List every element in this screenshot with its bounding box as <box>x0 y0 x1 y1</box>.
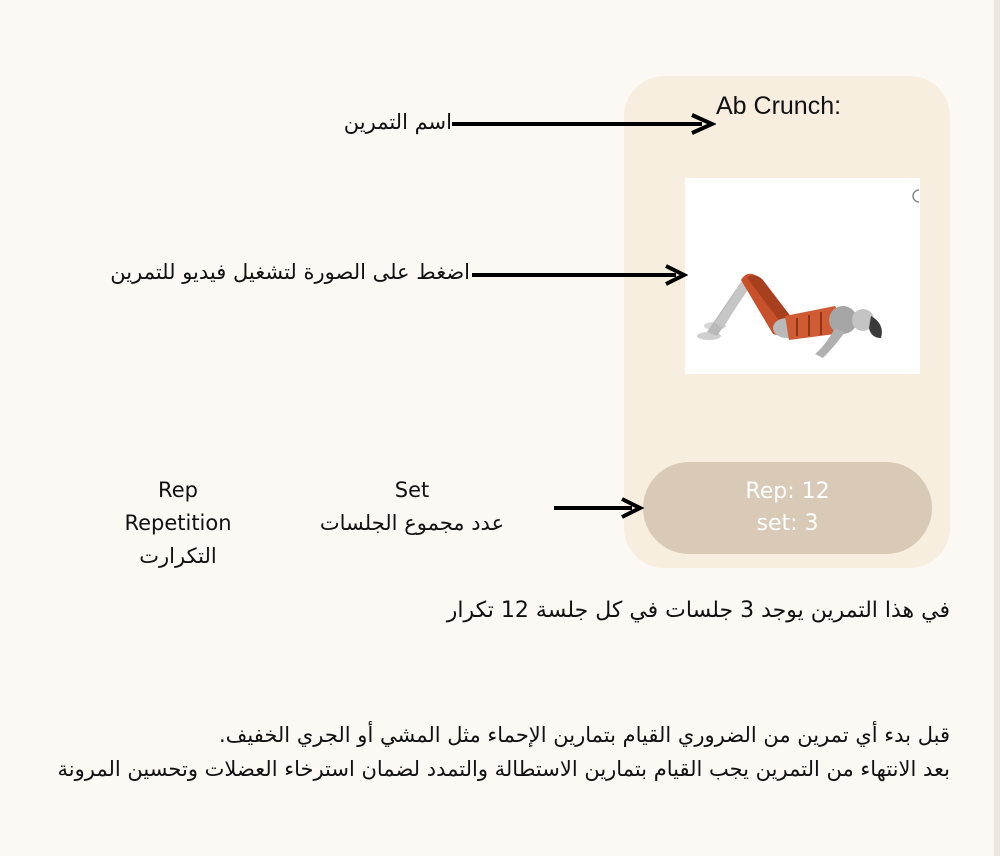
summary-text: في هذا التمرين يوجد 3 جلسات في كل جلسة 12 تكرار <box>446 598 950 623</box>
instructions-line-2: بعد الانتهاء من التمرين يجب القيام بتمارين الاستطالة والتمدد لضمان استرخاء العضلات وتحسين المرونة <box>57 757 950 781</box>
set-count: set: 3 <box>756 511 819 536</box>
rep-legend <box>98 474 258 573</box>
arrow-to-image-icon <box>470 263 688 287</box>
set-legend <box>292 474 532 540</box>
exercise-image-button[interactable] <box>685 178 920 374</box>
instructions-line-1: قبل بدء أي تمرين من الضروري القيام بتمارين الإحماء مثل المشي أو الجري الخفيف. <box>218 723 950 747</box>
stats-pill <box>643 462 932 554</box>
rep-count: Rep: 12 <box>745 479 830 504</box>
exercise-name-label: اسم التمرين <box>343 110 452 134</box>
rep-label-ar: التكرارت <box>139 544 217 568</box>
arrow-to-title-icon <box>450 112 716 136</box>
tap-image-label: اضغط على الصورة لتشغيل فيديو للتمرين <box>110 260 470 284</box>
right-edge-divider <box>994 0 1000 856</box>
rep-label-full: Repetition <box>124 511 232 535</box>
rep-label-en: Rep <box>158 478 198 502</box>
arrow-to-stats-icon <box>552 496 644 520</box>
exercise-title: Ab Crunch: <box>716 92 842 120</box>
set-label-ar: عدد مجموع الجلسات <box>319 511 505 535</box>
exercise-crunch-figure-icon <box>685 178 920 374</box>
set-label-en: Set <box>394 478 430 502</box>
instructions-paragraph <box>20 718 950 786</box>
